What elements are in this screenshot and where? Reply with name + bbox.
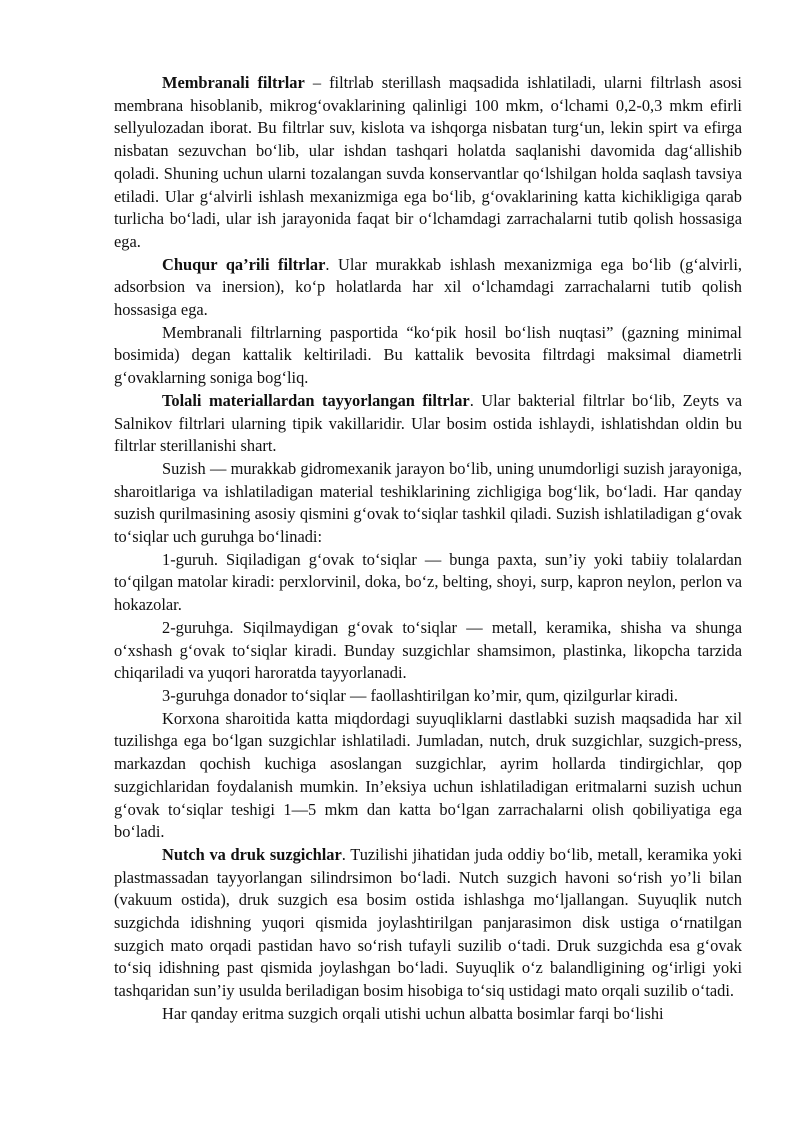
paragraph-industrial-filters	[114, 708, 742, 844]
paragraph-fibrous-filters	[114, 390, 742, 458]
paragraph-bubble-point	[114, 322, 742, 390]
paragraph-text: . Ular bakterial filtrlar bo‘lib, Zeyts va Salnikov filtrlari ularning tipik vakillaridir. Ular bosim ostida ishlaydi, ishlatishdan oldin bu filtrlar sterillanishi shart.	[114, 390, 742, 456]
paragraph-text: . Tuzilishi jihatidan juda oddiy bo‘lib, metall, keramika yoki plastmassadan tayyorlangan silindrsimon bo‘ladi. Nutch suzgich havoni so‘rish yo’li bilan (vakuum ostida), druk suzgich esa bosim ostida ishlashga mo‘ljallangan. Suyuqlik nutch suzgichda idishning yuqori qismida joylashtirilgan panjarasimon disk ustiga o‘rnatilgan suzgich mato orqadi pastidan havo so‘rish tufayli suzilib o‘tadi. Druk suzgichda esa g‘ovak to‘siq idishning past qismida joylashgan bo‘ladi. Suyuqlik o‘z balandligining og‘irligi yoki tashqaridan sun’iy usulda beriladigan bosim hisobiga to‘siq ustidagi mato orqali suzilib o‘tadi.	[114, 844, 743, 1001]
paragraph-text: Membranali filtrlarning pasportida “ko‘pik hosil bo‘lish nuqtasi” (gazning minimal bosimida) degan kattalik keltiriladi. Bu kattalik bevosita filtrdagi maksimal diametrli g‘ovaklarning soniga bog‘liq.	[114, 322, 742, 388]
paragraph-text: . Ular murakkab ishlash mexanizmiga ega bo‘lib (g‘alvirli, adsorbsion va inersion), ko‘p holatlarda har xil o‘lchamdagi zarrachalarni tutib qolish hossasiga ega.	[114, 254, 742, 320]
paragraph-deep-filters	[114, 254, 742, 322]
paragraph-group-3	[114, 685, 742, 708]
paragraph-filtration-process	[114, 458, 742, 549]
document-page	[114, 72, 742, 1026]
paragraph-text: 3-guruhga donador to‘siqlar — faollashtirilgan ko’mir, qum, qizilgurlar kiradi.	[162, 685, 678, 705]
paragraph-text: 1-guruh. Siqiladigan g‘ovak to‘siqlar — bunga paxta, sun’iy yoki tabiiy tolalardan to‘qilgan matolar kiradi: perxlorvinil, doka, bo‘z, belting, shoyi, surp, kapron neylon, perlon va hokazolar.	[114, 549, 742, 615]
paragraph-heading: Chuqur qa’rili filtrlar	[162, 254, 326, 274]
paragraph-text: Korxona sharoitida katta miqdordagi suyuqliklarni dastlabki suzish maqsadida har xil tuzilishga ega bo‘lgan suzgichlar ishlatiladi. Jumladan, nutch, druk suzgichlar, suzgich-press, markazdan qochish kuchiga asoslangan suzgichlar, ayrim hollarda tindirgichlar, qop suzgichlaridan foydalanish mumkin. In’eksiya uchun ishlatiladigan eritmalarni suzish uchun g‘ovak to‘siqlar teshigi 1—5 mkm dan katta bo‘lgan zarrachalarni olish qobiliyatiga ega bo‘ladi.	[114, 708, 742, 842]
paragraph-text: – filtrlab sterillash maqsadida ishlatiladi, ularni filtrlash asosi membrana hisoblanib, mikrog‘ovaklarining qalinligi 100 mkm, o‘lchami 0,2-0,3 mkm efirli sellyulozadan iborat. Bu filtrlar suv, kislota va ishqorga nisbatan turg‘un, lekin spirt va efirga nisbatan sezuvchan bo‘lib, ular ishdan tashqari holatda saqlanishi davomida dag‘allishib qoladi. Shuning uchun ularni tozalangan suvda konservantlar qo‘lshilgan holda saqlash tavsiya etiladi. Ular g‘alvirli ishlash mexanizmiga ega bo‘lib, g‘ovaklarining katta kichikligiga qarab turlicha bo‘ladi, ular ish jarayonida faqat bir o‘lchamdagi zarrachalarni tutib qolish hossasiga ega.	[114, 73, 742, 251]
paragraph-pressure-difference	[114, 1003, 742, 1026]
paragraph-text: Har qanday eritma suzgich orqali utishi uchun albatta bosimlar farqi bo‘lishi	[162, 1003, 664, 1023]
paragraph-heading: Nutch va druk suzgichlar	[162, 844, 342, 864]
paragraph-group-1	[114, 549, 742, 617]
paragraph-heading: Tolali materiallardan tayyorlangan filtrlar	[162, 390, 470, 410]
paragraph-nutch-druk-filters	[114, 844, 742, 1003]
paragraph-text: 2-guruhga. Siqilmaydigan g‘ovak to‘siqlar — metall, keramika, shisha va shunga o‘xshash g‘ovak to‘siqlar kiradi. Bunday suzgichlar shamsimon, plastinka, likopcha tarzida chiqariladi va yuqori haroratda tayyorlanadi.	[114, 617, 742, 683]
paragraph-group-2	[114, 617, 742, 685]
paragraph-text: Suzish — murakkab gidromexanik jarayon bo‘lib, uning unumdorligi suzish jarayoniga, sharoitlariga va ishlatiladigan material teshiklarining zichligiga bog‘lik, bo‘ladi. Har qanday suzish qurilmasining asosiy qismini g‘ovak to‘siqlar tashkil qiladi. Suzish ishlatiladigan g‘ovak to‘siqlar uch guruhga bo‘linadi:	[114, 458, 742, 547]
paragraph-membrane-filters	[114, 72, 742, 254]
paragraph-heading: Membranali filtrlar	[162, 73, 305, 92]
